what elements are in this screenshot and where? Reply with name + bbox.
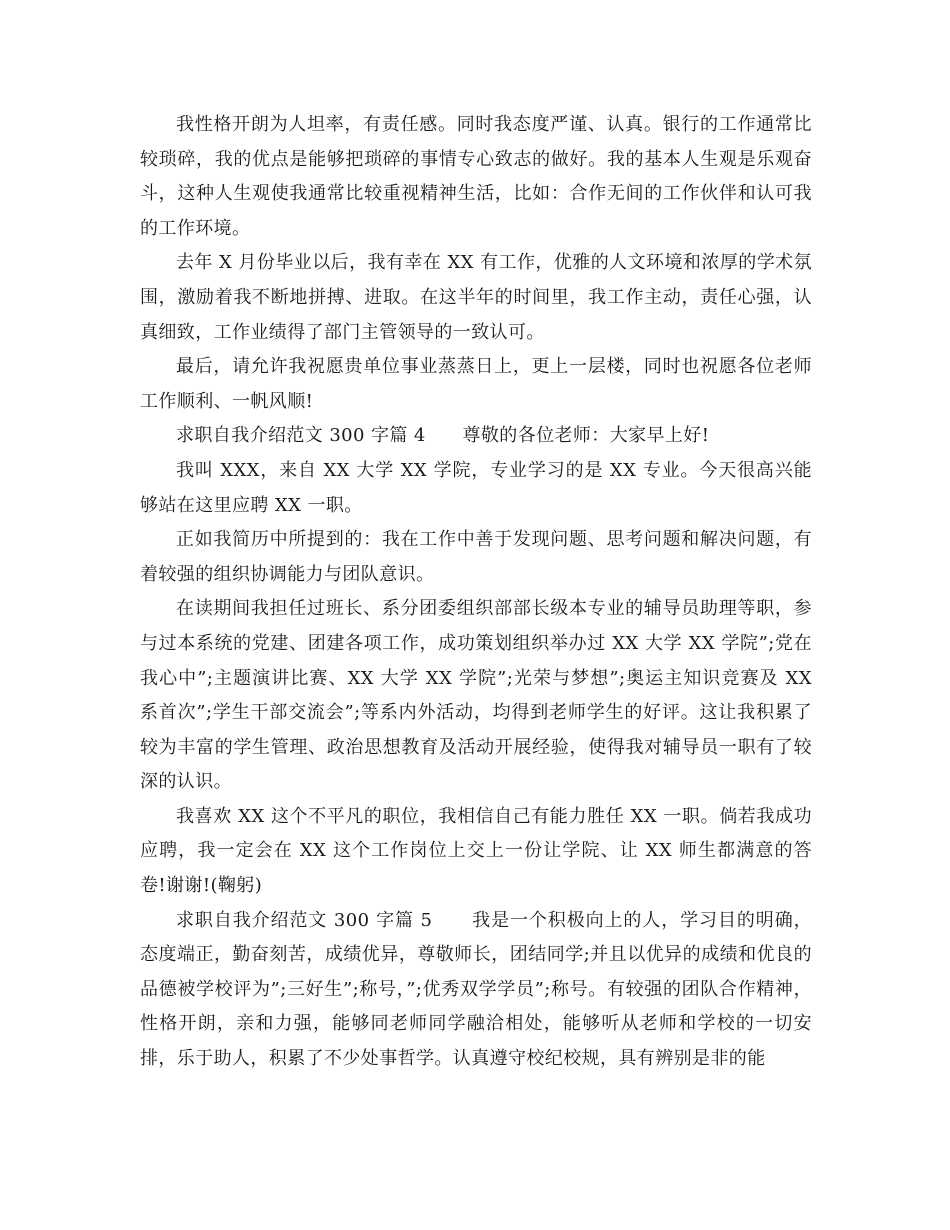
- paragraph-introduction: 我叫 XXX，来自 XX 大学 XX 学院，专业学习的是 XX 专业。今天很高兴能够站在这里应聘 XX 一职。: [140, 459, 812, 516]
- paragraph-job-commitment: 我喜欢 XX 这个不平凡的职位，我相信自己有能力胜任 XX 一职。倘若我成功应聘，我一定会在 XX 这个工作岗位上交上一份让学院、让 XX 师生都满意的答卷!谢谢!(鞠躬): [140, 805, 812, 897]
- paragraph-personality: 我性格开朗为人坦率，有责任感。同时我态度严谨、认真。银行的工作通常比较琐碎，我的优点是能够把琐碎的事情专心致志的做好。我的基本人生观是乐观奋斗，这种人生观使我通常比较重视精神生活，比如：合作无间的工作伙伴和认可我的工作环境。: [140, 114, 812, 239]
- paragraph-abilities: 正如我简历中所提到的：我在工作中善于发现问题、思考问题和解决问题，有着较强的组织协调能力与团队意识。: [140, 529, 812, 585]
- paragraph-sample-4-heading: 求职自我介绍范文 300 字篇 4 尊敬的各位老师：大家早上好!: [176, 425, 710, 447]
- paragraph-work-experience: 去年 X 月份毕业以后，我有幸在 XX 有工作，优雅的人文环境和浓厚的学术氛围，激励着我不断地拼搏、进取。在这半年的时间里，我工作主动，责任心强，认真细致，工作业绩得了部门主管领导的一致认可。: [140, 252, 812, 343]
- paragraph-sample-5: 求职自我介绍范文 300 字篇 5 我是一个积极向上的人，学习目的明确，态度端正，勤奋刻苦，成绩优异，尊敬师长，团结同学;并且以优异的成绩和优良的品德被学校评为”;三好生”;称号，”;优秀双学学员”;称号。有较强的团队合作精神，性格开朗，亲和力强，能够同老师同学融洽相处，能够听从老师和学校的一切安排，乐于助人，积累了不少处事哲学。认真遵守校纪校规，具有辨别是非的能: [140, 909, 812, 1070]
- document-page: [140, 108, 819, 1077]
- paragraph-school-activities: 在读期间我担任过班长、系分团委组织部部长级本专业的辅导员助理等职，参与过本系统的党建、团建各项工作，成功策划组织举办过 XX 大学 XX 学院”;党在我心中”;主题演讲比赛、XX 大学 XX 学院”;光荣与梦想”;奥运主知识竞赛及 XX 系首次”;学生干部交流会”;等系内外活动，均得到老师学生的好评。这让我积累了较为丰富的学生管理、政治思想教育及活动开展经验，使得我对辅导员一职有了较深的认识。: [140, 598, 819, 793]
- paragraph-closing-wishes: 最后，请允许我祝愿贵单位事业蒸蒸日上，更上一层楼，同时也祝愿各位老师工作顺利、一帆风顺!: [140, 356, 812, 412]
